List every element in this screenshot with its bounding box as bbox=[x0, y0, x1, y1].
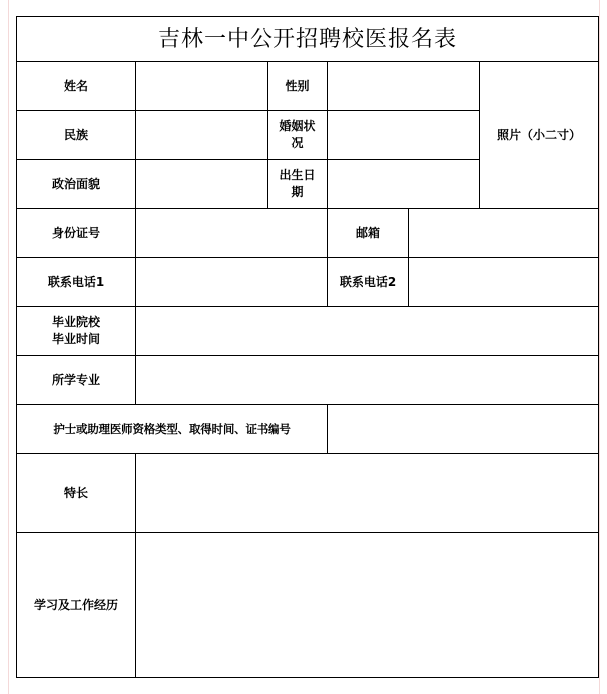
marital-status-label-line2: 况 bbox=[291, 136, 304, 150]
id-number-label: 身份证号 bbox=[17, 209, 136, 258]
name-field[interactable] bbox=[136, 62, 268, 111]
major-label: 所学专业 bbox=[17, 356, 136, 405]
gender-label: 性别 bbox=[268, 62, 328, 111]
form-title: 吉林一中公开招聘校医报名表 bbox=[17, 17, 599, 62]
marital-status-field[interactable] bbox=[328, 111, 480, 160]
major-field[interactable] bbox=[136, 356, 599, 405]
school-graduation-label bbox=[17, 307, 136, 356]
id-number-field[interactable] bbox=[136, 209, 328, 258]
experience-label: 学习及工作经历 bbox=[17, 533, 136, 678]
qualification-field[interactable] bbox=[328, 405, 599, 454]
birth-date-label bbox=[268, 160, 328, 209]
political-status-field[interactable] bbox=[136, 160, 268, 209]
marital-status-label-line1: 婚姻状 bbox=[279, 119, 316, 133]
specialty-field[interactable] bbox=[136, 454, 599, 533]
phone2-label: 联系电话2 bbox=[328, 258, 409, 307]
phone1-field[interactable] bbox=[136, 258, 328, 307]
birth-date-label-line1: 出生日 bbox=[279, 168, 316, 182]
ethnicity-label: 民族 bbox=[17, 111, 136, 160]
ethnicity-field[interactable] bbox=[136, 111, 268, 160]
email-field[interactable] bbox=[409, 209, 599, 258]
school-graduation-field[interactable] bbox=[136, 307, 599, 356]
phone1-label: 联系电话1 bbox=[17, 258, 136, 307]
email-label: 邮箱 bbox=[328, 209, 409, 258]
birth-date-field[interactable] bbox=[328, 160, 480, 209]
marital-status-label bbox=[268, 111, 328, 160]
political-status-label: 政治面貌 bbox=[17, 160, 136, 209]
experience-field[interactable] bbox=[136, 533, 599, 678]
name-label: 姓名 bbox=[17, 62, 136, 111]
graduate-school-label: 毕业院校 bbox=[51, 315, 100, 329]
registration-form-table bbox=[16, 16, 599, 678]
photo-box[interactable]: 照片（小二寸） bbox=[480, 62, 599, 209]
specialty-label: 特长 bbox=[17, 454, 136, 533]
graduation-time-label: 毕业时间 bbox=[51, 332, 100, 346]
phone2-field[interactable] bbox=[409, 258, 599, 307]
birth-date-label-line2: 期 bbox=[291, 185, 304, 199]
gender-field[interactable] bbox=[328, 62, 480, 111]
qualification-label: 护士或助理医师资格类型、取得时间、证书编号 bbox=[17, 405, 328, 454]
